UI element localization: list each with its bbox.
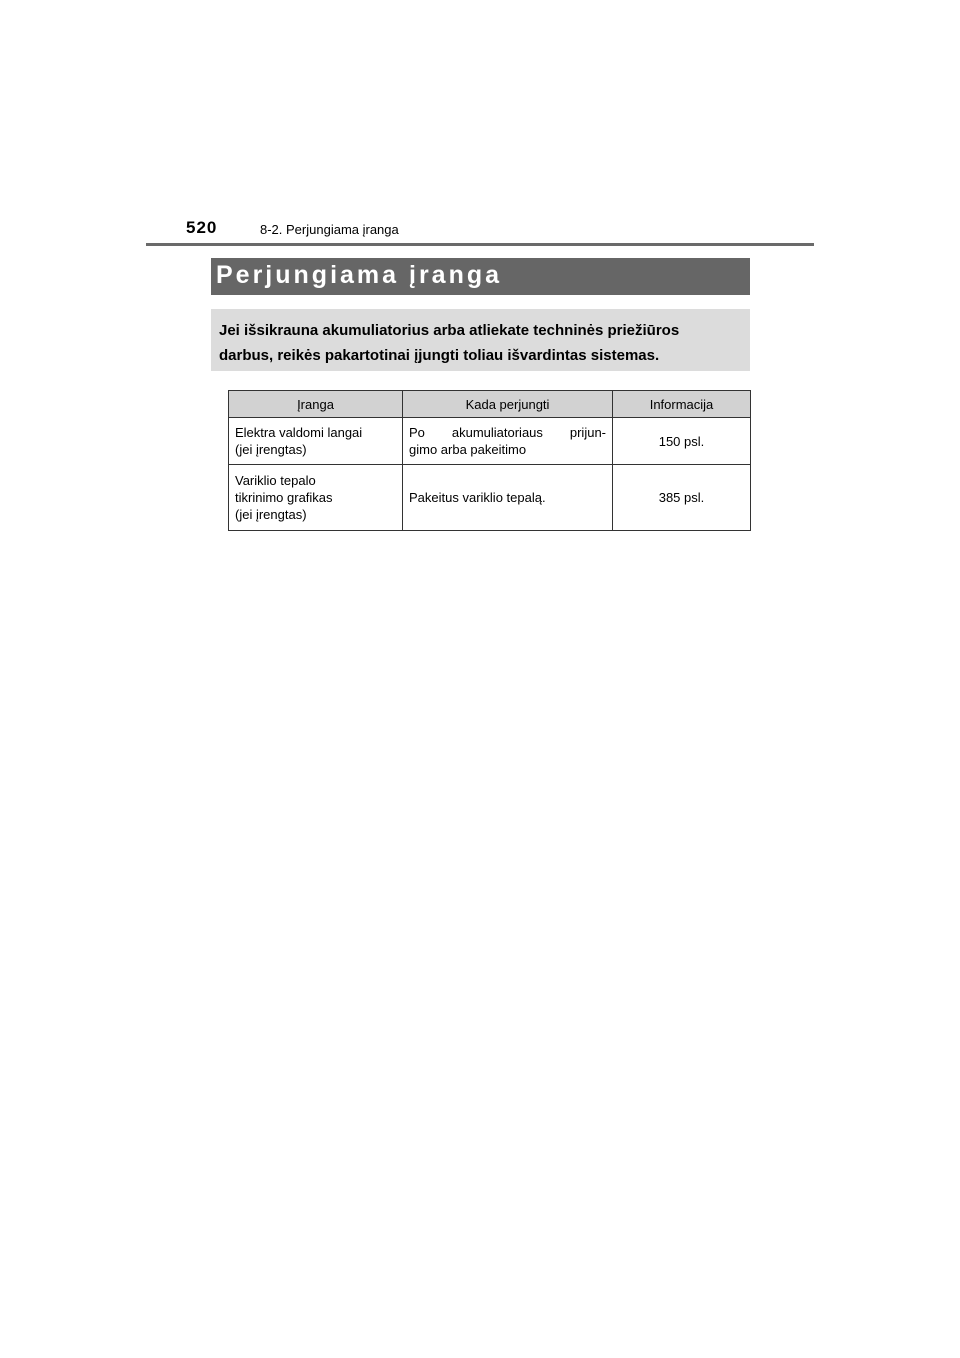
header-when: Kada perjungti bbox=[403, 391, 613, 418]
equipment-table bbox=[228, 390, 751, 531]
intro-line-2: darbus, reikės pakartotinai įjungti toliau išvardintas sistemas. bbox=[219, 347, 660, 364]
cell-when-line: Po akumuliatoriaus prijun- bbox=[409, 425, 606, 440]
table-header-row bbox=[229, 391, 751, 418]
table-row bbox=[229, 465, 751, 531]
page-title: Perjungiama įranga bbox=[216, 261, 503, 289]
section-breadcrumb: 8-2. Perjungiama įranga bbox=[260, 222, 399, 237]
intro-box bbox=[211, 309, 750, 371]
table-row bbox=[229, 418, 751, 465]
page-number: 520 bbox=[186, 218, 218, 237]
cell-info: 150 psl. bbox=[613, 418, 751, 465]
intro-text bbox=[219, 318, 742, 368]
intro-line-1: Jei išsikrauna akumuliatorius arba atliekate techninės priežiūros bbox=[219, 322, 680, 339]
cell-info: 385 psl. bbox=[613, 465, 751, 531]
cell-when bbox=[403, 418, 613, 465]
title-bar bbox=[211, 258, 750, 295]
header-divider bbox=[146, 243, 814, 246]
cell-when-line: gimo arba pakeitimo bbox=[409, 442, 527, 457]
cell-when: Pakeitus variklio tepalą. bbox=[403, 465, 613, 531]
cell-equipment: Elektra valdomi langai (jei įrengtas) bbox=[229, 418, 403, 465]
cell-equipment: Variklio tepalo tikrinimo grafikas (jei įrengtas) bbox=[229, 465, 403, 531]
header-equipment: Įranga bbox=[229, 391, 403, 418]
header-info: Informacija bbox=[613, 391, 751, 418]
